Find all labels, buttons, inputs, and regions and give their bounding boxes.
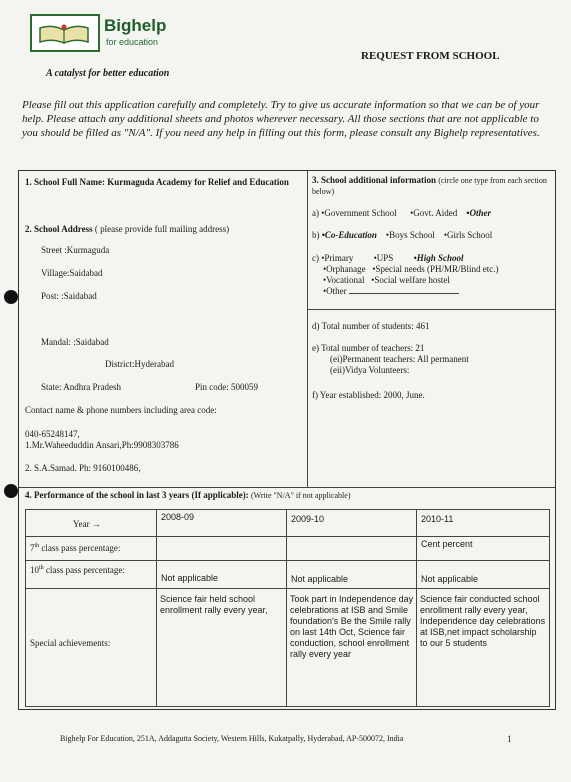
district: District:Hyderabad [105,359,174,369]
form-frame [18,170,556,710]
total-students: d) Total number of students: 461 [312,321,430,331]
school-type-c-row2: •Orphanage •Special needs (PH/MR/Blind etc.) [323,264,499,274]
permanent-teachers: (ei)Permanent teachers: All permanent [330,354,469,364]
achievements-2010: Science fair conducted school enrollment rally every year, Independence day celebrations at ISB,net impact scholarship to our 5 students [420,594,546,648]
address-heading: 2. School Address ( please provide full mailing address) [25,224,230,234]
school-name: 1. School Full Name: Kurmaguda Academy for Relief and Education [25,177,289,187]
mandal: Mandal: :Saidabad [41,337,109,347]
contact-label: Contact name & phone numbers including area code: [25,405,217,415]
footer-address: Bighelp For Education, 251A, Addagutta Society, Western Hills, Kukatpally, Hyderabad, AP-500072, India [60,734,404,743]
year-2008: 2008-09 [161,512,195,522]
school-type-c: c) •Primary •UPS •High School [312,253,464,263]
row-10th-2010: Not applicable [421,574,479,584]
post: Post: :Saidabad [41,291,97,301]
year-established: f) Year established: 2000, June. [312,390,425,400]
year-header: Year → [73,519,101,529]
punch-hole [4,290,18,304]
additional-info-heading: 3. School additional information (circle one type from each section below) [312,175,547,196]
row-7th-label: 7th class pass percentage: [30,543,121,553]
year-2009: 2009-10 [291,514,325,524]
year-2010: 2010-11 [421,514,454,524]
vidya-volunteers: (eii)Vidya Volunteers: [330,365,410,375]
state: State: Andhra Pradesh [41,382,121,392]
row-10th-label: 10th class pass percentage: [30,565,125,575]
bighelp-logo [30,14,100,52]
street: Street :Kurmaguda [41,245,110,255]
school-type-b: b) •Co-Education •Boys School •Girls School [312,230,493,240]
punch-hole [4,484,18,498]
contact-1: 1.Mr.Waheeduddin Ansari,Ph:9908303786 [25,440,179,450]
achievements-2008: Science fair held school enrollment rally every year, [160,594,268,615]
form-title: REQUEST FROM SCHOOL [361,50,500,62]
performance-heading: 4. Performance of the school in last 3 years (If applicable): (Write "N/A" if not applicable) [25,490,351,500]
achievements-label: Special achievements: [30,638,111,648]
performance-table [25,509,550,707]
page-number: 1 [507,734,512,744]
pincode: Pin code: 500059 [195,382,258,392]
row-10th-2009: Not applicable [291,574,349,584]
brand-subtitle: for education [106,37,159,47]
contact-2: 2. S.A.Samad. Ph: 9160100486, [25,463,141,473]
brand-name: Bighelp [104,16,167,35]
intro-text: Please fill out this application carefully and completely. Try to give us accurate information so that we can be of your help. Please attach any additional sheets and photos wherever necessary. All those sections that are not applicable to you should be filled as "N/A". If you need any help in filling out this form, please consult any Bighelp representatives. [22,99,540,139]
total-teachers: e) Total number of teachers: 21 [312,343,425,353]
school-type-a: a) •Government School •Govt. Aided •Other [312,208,491,218]
achievements-2009: Took part in Independence day celebrations at ISB and Smile foundation's Be the Smile rally on last 14th Oct, Science fair conduction, school enrollment rally every year [290,594,414,659]
school-type-c-row3: •Vocational •Social welfare hostel [323,275,450,285]
row-7th-2010: Cent percent [421,539,473,549]
tagline: A catalyst for better education [46,68,170,79]
village: Village:Saidabad [41,268,103,278]
phone: 040-65248147, [25,429,80,439]
row-10th-2008: Not applicable [161,573,219,583]
school-type-c-row4: •Other [323,286,459,296]
open-book-icon [38,24,90,44]
